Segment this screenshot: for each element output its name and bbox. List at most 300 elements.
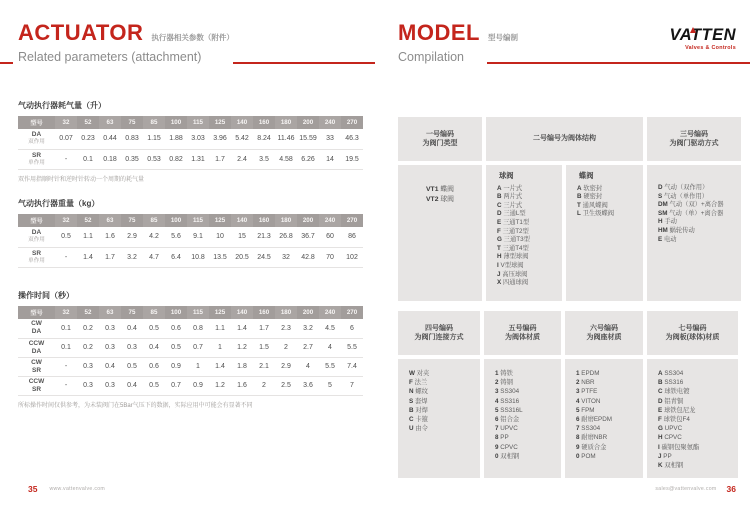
- value-cell: 2.5: [275, 376, 297, 395]
- code2-header: [486, 117, 643, 161]
- value-cell: 0.3: [121, 338, 143, 357]
- value-cell: 1.15: [143, 129, 165, 149]
- parameter-table: [18, 214, 363, 268]
- item-label: 法兰: [414, 379, 428, 387]
- item-label: SS316: [664, 379, 684, 387]
- logo-tagline: Valves & Controls: [685, 45, 736, 51]
- item-label: CPVC: [664, 434, 682, 442]
- row-label: CCW DA: [18, 338, 55, 357]
- item-code: F: [409, 379, 413, 387]
- value-cell: 0.3: [99, 319, 121, 338]
- item-code: B: [409, 406, 414, 414]
- item-label: 套焊: [414, 397, 428, 405]
- code-item: [497, 279, 560, 288]
- column-header: 125: [209, 116, 231, 129]
- value-cell: 0.9: [165, 357, 187, 376]
- value-cell: 0.1: [55, 338, 77, 357]
- item-code: D: [658, 397, 663, 405]
- item-label: 手动: [664, 218, 677, 226]
- item-code: S: [409, 397, 414, 405]
- value-cell: 0.6: [143, 357, 165, 376]
- value-cell: 10.8: [187, 247, 209, 267]
- item-label: PP: [663, 452, 672, 460]
- column-header: 240: [319, 116, 341, 129]
- code-item: [495, 443, 559, 452]
- column-header: 200: [297, 116, 319, 129]
- header-line: 为阀板(球体)材质: [665, 334, 720, 341]
- item-code: G: [497, 236, 502, 244]
- item-label: 四通球阀: [502, 279, 529, 287]
- value-cell: 1.1: [77, 227, 99, 247]
- item-code: 7: [495, 425, 499, 433]
- header-line: 七号编码: [678, 324, 707, 332]
- header-line: 四号编码: [425, 324, 453, 332]
- value-cell: 8.24: [253, 129, 275, 149]
- item-label: V型球阀: [500, 261, 524, 269]
- code-item: [658, 433, 736, 442]
- item-code: 9: [495, 443, 499, 451]
- value-cell: 0.1: [55, 319, 77, 338]
- item-label: 耐磨NBR: [581, 434, 608, 442]
- item-label: 铝合金: [500, 416, 520, 424]
- logo-wordmark: VATTEN: [669, 26, 736, 44]
- column-header: 200: [297, 306, 319, 319]
- code-item: [495, 369, 559, 378]
- column-header: 75: [121, 116, 143, 129]
- value-cell: 0.4: [121, 319, 143, 338]
- code-item: [409, 378, 478, 387]
- column-header: 160: [253, 214, 275, 227]
- item-code: 3: [495, 388, 499, 396]
- item-label: POM: [581, 452, 596, 460]
- value-cell: 1.5: [253, 338, 275, 357]
- item-code: L: [577, 210, 581, 218]
- code-item: [576, 415, 641, 424]
- code-item: [576, 378, 641, 387]
- item-label: 蜗轮传动: [669, 226, 695, 234]
- value-cell: 21.3: [253, 227, 275, 247]
- item-label: 软密封: [583, 184, 603, 192]
- code-item: [495, 415, 559, 424]
- item-label: PP: [500, 434, 509, 442]
- row-label: DA 双作用: [18, 129, 55, 149]
- list-items: [577, 185, 641, 219]
- code-item: [658, 387, 736, 396]
- code-item: [658, 461, 736, 470]
- item-code: 3: [576, 388, 580, 396]
- column-header: 270: [341, 116, 363, 129]
- ball-valve-list: [486, 165, 562, 301]
- table-title: 操作时间（秒）: [18, 291, 74, 300]
- code-item: [409, 415, 478, 424]
- page-subtitle: Related parameters (attachment): [18, 50, 202, 64]
- item-code: I: [497, 261, 499, 269]
- item-code: E: [658, 235, 663, 243]
- item-code: T: [577, 201, 581, 209]
- column-header: 140: [231, 214, 253, 227]
- column-header: 型号: [18, 116, 55, 129]
- value-cell: 3.03: [187, 129, 209, 149]
- column-header: 270: [341, 306, 363, 319]
- column-header: 270: [341, 214, 363, 227]
- code-item: [576, 397, 641, 406]
- item-code: C: [409, 416, 414, 424]
- item-label: 碳钢包聚氨酯: [661, 443, 700, 451]
- value-cell: 1.2: [231, 338, 253, 357]
- value-cell: 1.2: [209, 376, 231, 395]
- table-title: 气动执行器重量（kg）: [18, 199, 100, 208]
- item-code: C: [658, 388, 663, 396]
- item-label: 气动（单作用）: [663, 192, 709, 200]
- value-cell: 0.4: [121, 376, 143, 395]
- item-code: 6: [576, 416, 580, 424]
- value-cell: 2.1: [253, 357, 275, 376]
- list-title: 蝶阀: [579, 171, 594, 180]
- column-header: 115: [187, 214, 209, 227]
- code-item: [658, 218, 739, 227]
- item-code: D: [497, 210, 502, 218]
- code-item: [658, 378, 736, 387]
- item-label: 球铁包F4: [663, 416, 690, 424]
- code-item: [658, 424, 736, 433]
- column-header: 85: [143, 214, 165, 227]
- value-cell: 10: [209, 227, 231, 247]
- value-cell: 0.2: [77, 319, 99, 338]
- item-code: HM: [658, 226, 668, 234]
- left-page-header: [18, 22, 234, 64]
- column-header: 52: [77, 116, 99, 129]
- value-cell: 1: [209, 338, 231, 357]
- email-address: sales@vattenvalve.com: [655, 486, 717, 492]
- value-cell: 11.46: [275, 129, 297, 149]
- code7-header: [647, 311, 738, 355]
- list-title: 球阀: [499, 171, 514, 180]
- page-subtitle: Compilation: [398, 50, 465, 64]
- item-label: PTFE: [581, 388, 598, 396]
- vatten-logo: [669, 27, 736, 51]
- item-code: 6: [495, 416, 499, 424]
- item-code: F: [658, 416, 662, 424]
- value-cell: 0.3: [99, 376, 121, 395]
- item-label: 硬密封: [583, 193, 603, 201]
- column-header: 200: [297, 214, 319, 227]
- item-label: 三通T4型: [502, 244, 529, 252]
- item-code: 4: [495, 397, 499, 405]
- right-footer: [655, 484, 736, 494]
- value-cell: 14: [319, 149, 341, 169]
- page-title: ACTUATOR: [18, 20, 144, 45]
- header-line: 为阀座材质: [586, 334, 622, 341]
- value-cell: 4.58: [275, 149, 297, 169]
- value-cell: 0.5: [143, 319, 165, 338]
- actuator-weight-table: [18, 214, 363, 268]
- item-code: B: [658, 379, 663, 387]
- value-cell: 3.2: [297, 319, 319, 338]
- code-item: [658, 184, 739, 193]
- item-code: E: [658, 406, 663, 414]
- item-label: 耐磨EPDM: [581, 416, 613, 424]
- operating-time-section: [18, 290, 363, 409]
- value-cell: 2.9: [121, 227, 143, 247]
- column-header: 32: [55, 116, 77, 129]
- item-label: 铸钢: [500, 379, 513, 387]
- column-header: 180: [275, 306, 297, 319]
- item-label: 高压球阀: [502, 270, 528, 278]
- code-item: [426, 185, 454, 195]
- item-label: 三通T1型: [502, 218, 530, 226]
- value-cell: 4: [297, 357, 319, 376]
- value-cell: 60: [319, 227, 341, 247]
- website-url: www.vattenvalve.com: [49, 486, 106, 492]
- row-label: CW DA: [18, 319, 55, 338]
- item-label: NBR: [581, 379, 595, 387]
- item-code: 4: [576, 397, 580, 405]
- item-code: H: [658, 218, 663, 226]
- column-header: 型号: [18, 306, 55, 319]
- value-cell: 6: [341, 319, 363, 338]
- item-code: G: [658, 425, 663, 433]
- value-cell: -: [55, 376, 77, 395]
- column-header: 115: [187, 306, 209, 319]
- value-cell: 2: [253, 376, 275, 395]
- column-header: 240: [319, 214, 341, 227]
- code-item: [497, 262, 560, 271]
- value-cell: 24.5: [253, 247, 275, 267]
- value-cell: 6.26: [297, 149, 319, 169]
- header-line: 为阀门类型: [422, 140, 458, 147]
- code-item: [576, 443, 641, 452]
- seat-material-list: [565, 359, 643, 478]
- item-label: 硬质合金: [581, 443, 607, 451]
- disc-material-list: [647, 359, 738, 478]
- column-header: 125: [209, 214, 231, 227]
- item-code: C: [497, 201, 502, 209]
- value-cell: 1.6: [99, 227, 121, 247]
- code6-header: [565, 311, 643, 355]
- code-item: [658, 236, 739, 245]
- header-line: 一号编码: [426, 130, 454, 138]
- item-label: SS304: [581, 425, 601, 433]
- value-cell: 102: [341, 247, 363, 267]
- code3-header: [647, 117, 741, 161]
- value-cell: 3.5: [253, 149, 275, 169]
- item-label: 气动（双）+离合器: [669, 201, 724, 209]
- column-header: 115: [187, 116, 209, 129]
- item-label: 电动: [663, 235, 677, 243]
- table-row: [18, 149, 363, 169]
- code-item: [409, 406, 478, 415]
- item-label: 气动（双作用）: [664, 184, 709, 191]
- value-cell: 0.4: [99, 357, 121, 376]
- value-cell: 0.3: [99, 338, 121, 357]
- column-header: 180: [275, 116, 297, 129]
- header-line: 六号编码: [590, 324, 618, 332]
- value-cell: 36.7: [297, 227, 319, 247]
- value-cell: 6.4: [165, 247, 187, 267]
- item-label: UPVC: [664, 425, 683, 433]
- value-cell: 0.7: [187, 338, 209, 357]
- item-code: DM: [658, 201, 668, 209]
- page-title: MODEL: [398, 20, 480, 45]
- column-header: 240: [319, 306, 341, 319]
- air-consumption-section: [18, 100, 363, 183]
- value-cell: -: [55, 149, 77, 169]
- item-code: SM: [658, 209, 668, 217]
- item-label: 三通T2型: [502, 227, 529, 235]
- code-item: [658, 452, 736, 461]
- item-code: 5: [495, 406, 499, 414]
- value-cell: 5.5: [319, 357, 341, 376]
- value-cell: 0.3: [77, 376, 99, 395]
- logo-triangle-icon: [690, 27, 696, 33]
- item-code: A: [497, 184, 502, 192]
- code-item: [576, 387, 641, 396]
- item-code: H: [497, 253, 502, 261]
- header-line: 三号编码: [680, 130, 708, 138]
- item-label: 三通L型: [503, 210, 526, 218]
- header-line: 为阀门连接方式: [414, 334, 464, 341]
- column-header: 160: [253, 116, 275, 129]
- value-cell: 0.44: [99, 129, 121, 149]
- table-footnote: 所标操作时间仅供参考，为未装阀门在5Bar气压下的数据，实际应用中可能会有显著不同: [18, 402, 253, 409]
- value-cell: 5.42: [231, 129, 253, 149]
- code-item: [577, 185, 641, 194]
- value-cell: 2.4: [231, 149, 253, 169]
- code-item: [577, 210, 641, 219]
- item-code: A: [658, 370, 663, 377]
- item-code: E: [497, 218, 502, 226]
- item-code: T: [497, 244, 501, 252]
- code-item: [497, 228, 560, 237]
- accent-line: [487, 62, 750, 64]
- right-page: [375, 0, 750, 512]
- value-cell: 0.53: [143, 149, 165, 169]
- model-code-grid-bottom: [398, 311, 738, 478]
- page-title-chinese: 型号编制: [487, 33, 518, 42]
- item-label: SS304: [664, 370, 684, 377]
- value-cell: 7: [341, 376, 363, 395]
- table-row: [18, 247, 363, 267]
- value-cell: 0.35: [121, 149, 143, 169]
- operating-time-table: [18, 306, 363, 396]
- column-header: 160: [253, 306, 275, 319]
- value-cell: -: [55, 247, 77, 267]
- item-label: 对夹: [416, 370, 430, 377]
- item-code: B: [497, 193, 502, 201]
- table-row: [18, 376, 363, 395]
- value-cell: 20.5: [231, 247, 253, 267]
- value-cell: 0.8: [187, 319, 209, 338]
- code-item: [497, 193, 560, 202]
- column-header: 52: [77, 214, 99, 227]
- item-code: U: [409, 425, 414, 433]
- item-label: 球阀: [440, 196, 454, 203]
- header-line: 为阀门驱动方式: [669, 140, 719, 147]
- value-cell: 2.9: [275, 357, 297, 376]
- item-label: 一片式: [503, 184, 523, 192]
- column-header: 85: [143, 306, 165, 319]
- value-cell: 0.3: [77, 357, 99, 376]
- value-cell: 3.2: [121, 247, 143, 267]
- value-cell: 1.8: [231, 357, 253, 376]
- value-cell: 1.88: [165, 129, 187, 149]
- column-header: 85: [143, 116, 165, 129]
- code4-header: [398, 311, 480, 355]
- value-cell: 3.96: [209, 129, 231, 149]
- item-label: EPDM: [581, 370, 600, 377]
- item-code: VT1: [426, 186, 439, 193]
- value-cell: 13.5: [209, 247, 231, 267]
- value-cell: 0.9: [187, 376, 209, 395]
- header-line: 为阀体材质: [505, 334, 540, 341]
- value-cell: -: [55, 357, 77, 376]
- item-code: 2: [495, 379, 499, 387]
- column-header: 100: [165, 214, 187, 227]
- value-cell: 7.4: [341, 357, 363, 376]
- code-item: [576, 369, 641, 378]
- item-label: 由令: [415, 425, 428, 433]
- code-item: [495, 452, 559, 461]
- value-cell: 0.4: [143, 338, 165, 357]
- code-item: [658, 369, 736, 378]
- column-header: 32: [55, 306, 77, 319]
- left-footer: [28, 484, 105, 494]
- table-row: [18, 227, 363, 247]
- item-label: UPVC: [500, 425, 518, 433]
- item-label: 两片式: [503, 193, 523, 201]
- item-label: SS304: [500, 388, 520, 396]
- item-label: 气动（单）+离合器: [669, 209, 724, 217]
- air-consumption-table: [18, 116, 363, 170]
- value-cell: 5: [319, 376, 341, 395]
- item-label: 薄型球阀: [503, 253, 529, 261]
- item-code: A: [577, 184, 582, 192]
- code-item: [658, 227, 739, 236]
- item-code: 0: [495, 452, 499, 460]
- item-label: SS316: [500, 397, 520, 405]
- column-header: 125: [209, 306, 231, 319]
- code-item: [576, 424, 641, 433]
- item-label: 球铁包尼龙: [663, 406, 696, 414]
- code-item: [497, 253, 560, 262]
- value-cell: 70: [319, 247, 341, 267]
- code-item: [576, 452, 641, 461]
- item-label: 双相钢: [664, 462, 684, 470]
- code-item: [497, 219, 560, 228]
- item-code: F: [497, 227, 501, 235]
- value-cell: 26.8: [275, 227, 297, 247]
- value-cell: 1.6: [231, 376, 253, 395]
- value-cell: 1.4: [209, 357, 231, 376]
- item-code: 9: [576, 443, 580, 451]
- model-code-grid-top: [398, 117, 741, 301]
- value-cell: 4: [319, 338, 341, 357]
- item-code: W: [409, 370, 415, 377]
- value-cell: 1: [187, 357, 209, 376]
- code-item: [576, 406, 641, 415]
- code-item: [409, 369, 478, 378]
- value-cell: 4.7: [143, 247, 165, 267]
- column-header: 100: [165, 116, 187, 129]
- accent-dash: [0, 62, 13, 64]
- item-code: D: [658, 184, 663, 191]
- value-cell: 0.18: [99, 149, 121, 169]
- header-line: 五号编码: [508, 324, 537, 332]
- valve-type-list: [398, 165, 482, 301]
- value-cell: 2: [275, 338, 297, 357]
- item-code: 0: [576, 452, 580, 460]
- item-code: J: [497, 270, 501, 278]
